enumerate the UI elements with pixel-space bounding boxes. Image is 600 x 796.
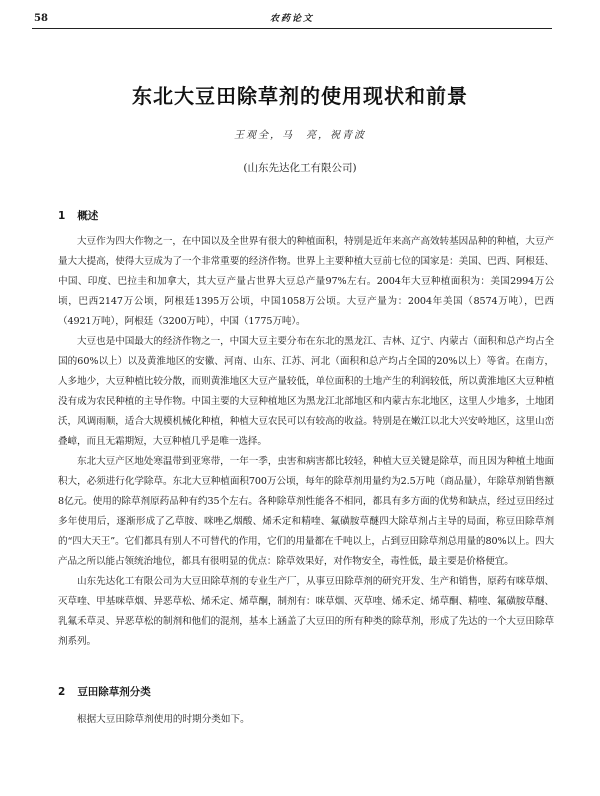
journal-name: 农药论文 [269,14,314,24]
section-2-heading [58,684,151,699]
article-title: 东北大豆田除草剂的使用现状和前景 [132,84,468,108]
article-affiliation: (山东先达化工有限公司) [243,162,357,174]
article-authors: 王观全，马 亮，祝青波 [234,130,366,141]
section-1-title: 概述 [77,210,99,222]
section-1-body [58,232,554,652]
section-2-number: 2 [58,686,66,698]
page-number: 58 [34,13,48,24]
paragraph-1: 大豆作为四大作物之一，在中国以及全世界有很大的种植面积，特别是近年来高产高效转基因品种的种植，大豆产量大大提高，使得大豆成为了一个非常重要的经济作物。世界上主要种植大豆前七位的国家是：美国、巴西、阿根廷、中国、印度、巴拉圭和加拿大，其大豆产量占世界大豆总产量97%左右。2004年大豆种植面积为：美国2994万公顷，巴西2147万公顷，阿根廷1395万公顷，中国1058万公顷。大豆产量为：2004年美国（8574万吨），巴西（4921万吨），阿根廷（3200万吨），中国（1775万吨）。 [58,236,554,327]
paragraph-3: 东北大豆产区地处寒温带到亚寒带，一年一季，虫害和病害都比较轻，种植大豆关键是除草，而且因为种植土地面积大，必须进行化学除草。东北大豆种植面积700万公顷，每年的除草剂用量约为2.5万吨（商品量），年除草剂销售额8亿元。使用的除草剂原药品种有约35个左右。各种除草剂性能各不相同，都具有多方面的优势和缺点，经过豆田经过多年使用后，逐渐形成了乙草胺、咪唑乙烟酸、烯禾定和精喹、氟磺胺草醚四大除草剂占主导的局面，称豆田除草剂的“四大天王”。它们都具有别人不可替代的作用，它们的用量都在千吨以上，占到豆田除草剂总用量的80%以上。四大产品之所以能占领统治地位，都具有很明显的优点：除草效果好，对作物安全，毒性低，最主要是价格便宜。 [58,456,554,567]
paragraph-2: 大豆也是中国最大的经济作物之一，中国大豆主要分布在东北的黑龙江、吉林、辽宁、内蒙古（面积和总产均占全国的60%以上）以及黄淮地区的安徽、河南、山东、江苏、河北（面积和总产均占全国的20%以上）等省。在南方，人多地少，大豆种植比较分散，而则黄淮地区大豆产量较低，单位面积的土地产生的利润较低，所以黄淮地区大豆种植没有成为农民种植的主导作物。中国主要的大豆种植地区为黑龙江北部地区和内蒙古东北地区，这里人少地多，土地团沃，风调雨顺，适合大规模机械化种植，种植大豆农民可以有较高的收益。特别是在嫩江以北大兴安岭地区，这里山峦叠嶂，而且无霜期短，大豆种植几乎是唯一选择。 [58,336,554,447]
section-2-paragraph: 根据大豆田除草剂使用的时期分类如下。 [77,714,250,725]
section-1-heading [58,208,98,223]
page-header [32,12,552,29]
paragraph-4: 山东先达化工有限公司为大豆田除草剂的专业生产厂，从事豆田除草剂的研究开发、生产和销售，原药有咪草烟、灭草喹、甲基咪草烟、异恶草松、烯禾定、烯草酮，制剂有：咪草烟、灭草喹、烯禾定、烯草酮、精喹、氟磺胺草醚、乳氟禾草灵、异恶草松的制剂和他们的混剂，基本上涵盖了大豆田的所有种类的除草剂，形成了先达的一个大豆田除草剂系列。 [58,576,554,647]
section-2-title: 豆田除草剂分类 [77,686,151,698]
section-1-number: 1 [58,210,66,222]
